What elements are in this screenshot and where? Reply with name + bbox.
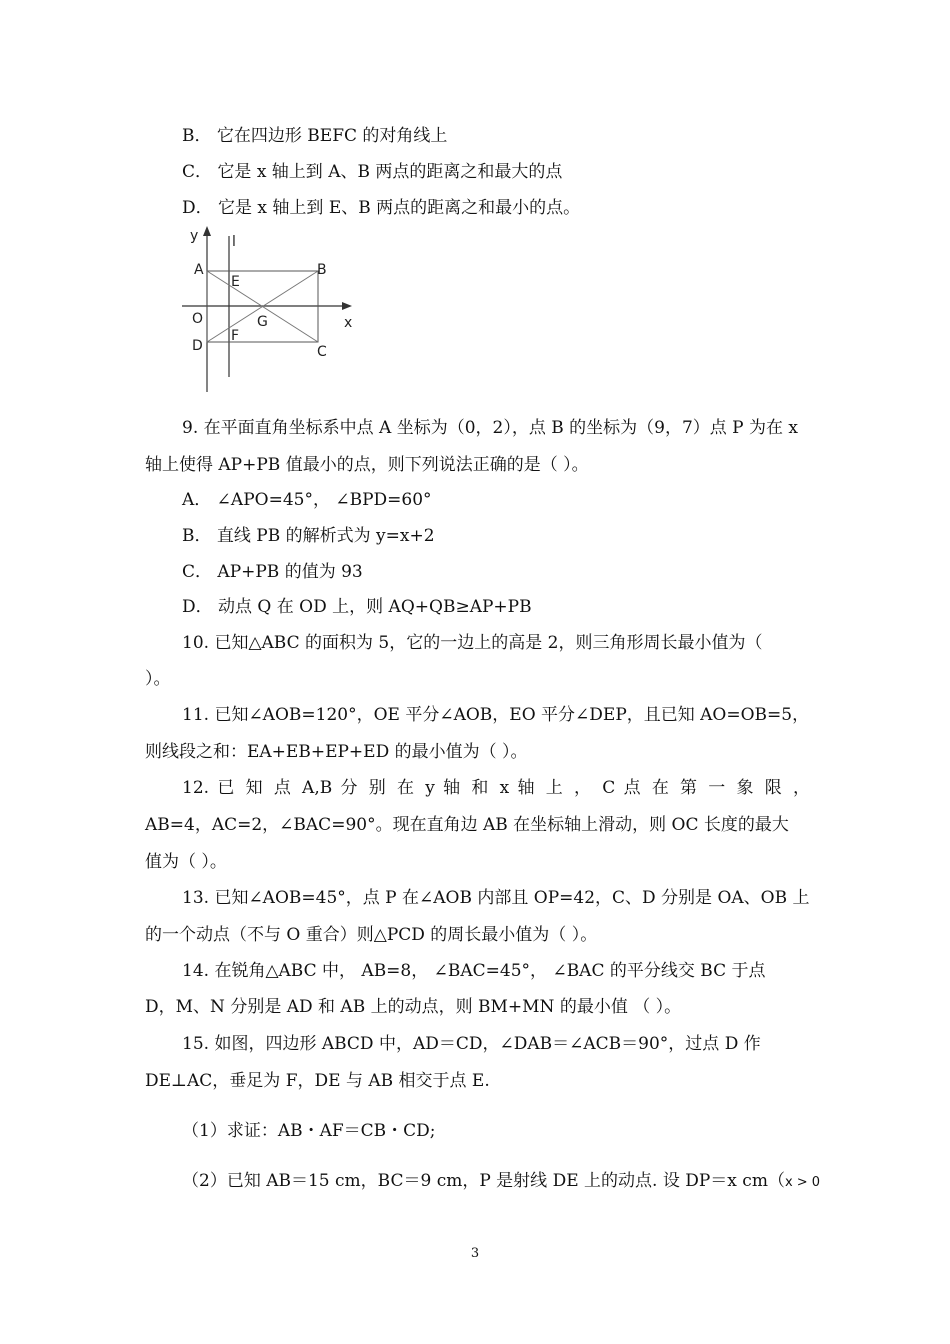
q9-option-b: B． 直线 PB 的解析式为 y=x+2 [182, 526, 435, 546]
q9-option-d: D． 动点 Q 在 OD 上，则 AQ+QB≥AP+PB [182, 597, 532, 617]
q12-line1: 12. 已 知 点 A,B 分 别 在 y 轴 和 x 轴 上 ， C 点 在 第 一 象 限 ， [182, 778, 810, 798]
point-e-label: E [231, 274, 240, 290]
option-8b: B． 它在四边形 BEFC 的对角线上 [182, 126, 448, 146]
page-number: 3 [470, 1246, 480, 1261]
origin-label: O [192, 311, 204, 327]
q15-part2 [182, 1170, 820, 1194]
q15-line2: DE⊥AC，垂足为 F，DE 与 AB 相交于点 E. [145, 1071, 490, 1091]
q15-part1: （1）求证：AB・AF＝CB・CD; [182, 1121, 436, 1141]
q9-line1: 9. 在平面直角坐标系中点 A 坐标为（0，2），点 B 的坐标为（9，7）点 P 为在 x [182, 418, 799, 438]
q10-line1: 10. 已知△ABC 的面积为 5，它的一边上的高是 2，则三角形周长最小值为（ [182, 633, 763, 653]
q15-line1: 15. 如图，四边形 ABCD 中，AD＝CD，∠DAB＝∠ACB＝90°，过点 D 作 [182, 1034, 761, 1054]
point-g-label: G [257, 314, 268, 330]
q11-line2: 则线段之和：EA+EB+EP+ED 的最小值为（ ）。 [145, 742, 528, 762]
q15-part2-text: （2）已知 AB＝15 cm，BC＝9 cm，P 是射线 DE 上的动点. 设 DP＝x cm（ [182, 1171, 785, 1191]
q12-line3: 值为（ ）。 [145, 852, 227, 872]
option-8c: C． 它是 x 轴上到 A、B 两点的距离之和最大的点 [182, 162, 563, 182]
x-axis-label: x [344, 315, 353, 331]
q11-line1: 11. 已知∠AOB=120°，OE 平分∠AOB，EO 平分∠DEP，且已知 AO=OB=5， [182, 705, 810, 725]
line-l-label: l [232, 234, 236, 250]
option-8d: D． 它是 x 轴上到 E、B 两点的距离之和最小的点。 [182, 198, 581, 218]
q9-line2: 轴上使得 AP+PB 值最小的点，则下列说法正确的是（ ）。 [145, 455, 589, 475]
q9-option-a: A． ∠APO=45°， ∠BPD=60° [182, 490, 432, 510]
q13-line1: 13. 已知∠AOB=45°，点 P 在∠AOB 内部且 OP=42，C、D 分别是 OA、OB 上 [182, 888, 810, 908]
point-b-label: B [317, 262, 327, 278]
point-c-label: C [317, 344, 327, 360]
q9-option-c: C． AP+PB 的值为 93 [182, 562, 363, 582]
q10-line2: ）。 [145, 669, 171, 689]
q12-line2: AB=4，AC=2，∠BAC=90°。现在直角边 AB 在坐标轴上滑动，则 OC 长度的最大 [145, 815, 789, 835]
q14-line2: D，M、N 分别是 AD 和 AB 上的动点，则 BM+MN 的最小值 （ ）。 [145, 997, 682, 1017]
point-f-label: F [231, 328, 240, 344]
q13-line2: 的一个动点（不与 O 重合）则△PCD 的周长最小值为（ ）。 [145, 925, 598, 945]
y-axis-label: y [190, 228, 199, 244]
point-d-label: D [192, 338, 203, 354]
coordinate-figure [172, 222, 362, 400]
q15-part2-condition: x > 0 [784, 1175, 821, 1190]
q14-line1: 14. 在锐角△ABC 中， AB=8， ∠BAC=45°， ∠BAC 的平分线交 BC 于点 [182, 961, 766, 981]
point-a-label: A [194, 262, 204, 278]
